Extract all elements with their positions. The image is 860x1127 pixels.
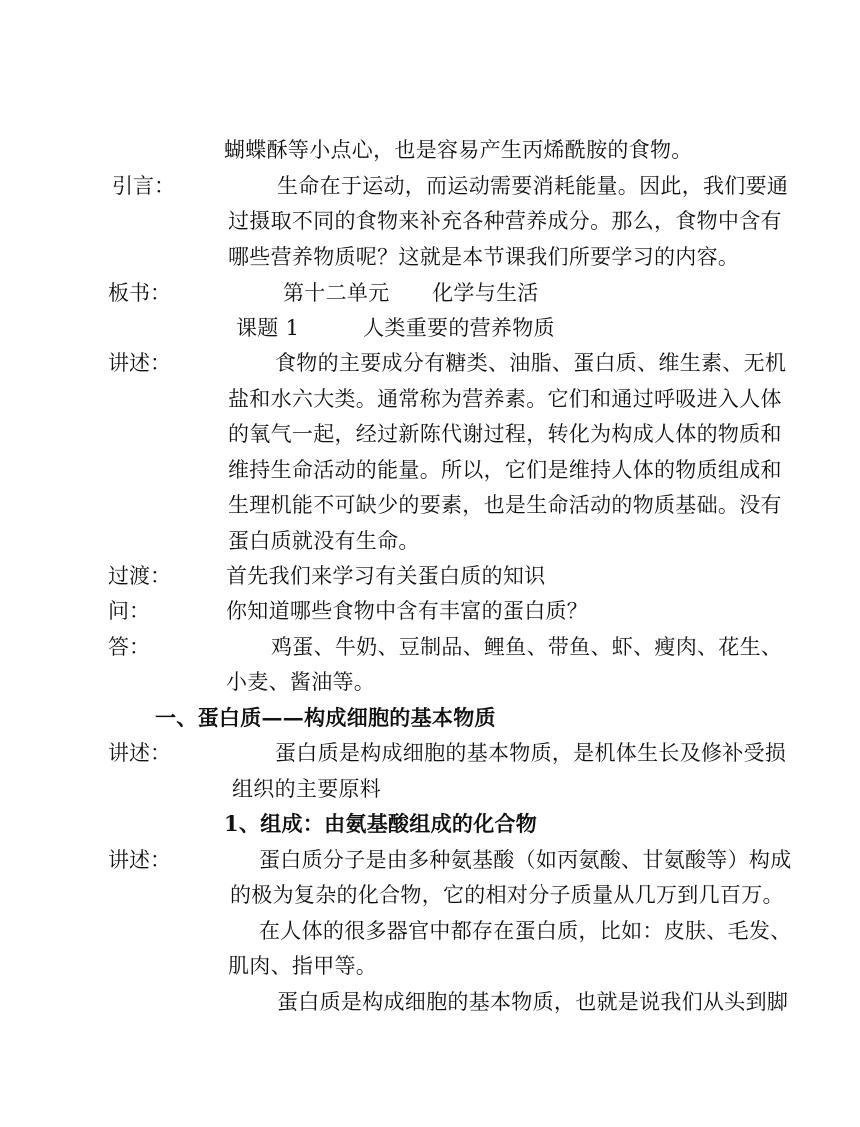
label-da: 答： (108, 635, 150, 659)
text-line: 的氧气一起，经过新陈代谢过程，转化为构成人体的物质和 (228, 422, 782, 446)
text-line: 食物的主要成分有糖类、油脂、蛋白质、维生素、无机 (275, 351, 787, 375)
text-line: 小麦、酱油等。 (226, 670, 376, 694)
text-line: 肌肉、指甲等。 (228, 954, 378, 978)
text-line: 蛋白质分子是由多种氨基酸（如丙氨酸、甘氨酸等）构成 (259, 848, 792, 872)
text-line: 在人体的很多器官中都存在蛋白质，比如：皮肤、毛发、 (259, 919, 792, 943)
text-line: 鸡蛋、牛奶、豆制品、鲤鱼、带鱼、虾、瘦肉、花生、 (271, 635, 783, 659)
text-line: 哪些营养物质呢？这就是本节课我们所要学习的内容。 (228, 245, 740, 269)
label-banshu: 板书： (108, 281, 171, 305)
label-wen: 问： (108, 599, 150, 623)
lesson-heading: 课题 1 人类重要的营养物质 (236, 316, 555, 340)
text-line: 组织的主要原料 (232, 777, 382, 801)
text-line: 蛋白质就没有生命。 (228, 529, 420, 553)
text-line: 盐和水六大类。通常称为营养素。它们和通过呼吸进入人体 (228, 387, 782, 411)
text-line: 生理机能不可缺少的要素，也是生命活动的物质基础。没有 (228, 493, 782, 517)
label-guodu: 过渡： (108, 564, 171, 588)
text-line: 过摄取不同的食物来补充各种营养成分。那么，食物中含有 (228, 209, 782, 233)
label-jiangshu: 讲述： (108, 848, 171, 872)
text-line: 生命在于运动，而运动需要消耗能量。因此，我们要通 (277, 174, 789, 198)
text-line: 你知道哪些食物中含有丰富的蛋白质？ (226, 599, 589, 623)
unit-heading: 第十二单元 化学与生活 (283, 281, 539, 305)
text-line: 蛋白质是构成细胞的基本物质，是机体生长及修补受损 (275, 741, 787, 765)
label-yinyan: 引言： (112, 174, 175, 198)
text-line: 首先我们来学习有关蛋白质的知识 (226, 564, 546, 588)
label-jiangshu: 讲述： (108, 741, 171, 765)
text-line: 的极为复杂的化合物，它的相对分子质量从几万到几百万。 (230, 883, 784, 907)
text-line: 维持生命活动的能量。所以，它们是维持人体的物质组成和 (228, 458, 782, 482)
section-heading: 一、蛋白质——构成细胞的基本物质 (155, 705, 496, 730)
text-line: 蝴蝶酥等小点心，也是容易产生丙烯酰胺的食物。 (224, 138, 693, 162)
text-line: 蛋白质是构成细胞的基本物质，也就是说我们从头到脚 (277, 990, 789, 1014)
subsection-heading: 1、组成：由氨基酸组成的化合物 (224, 811, 538, 836)
label-jiangshu: 讲述： (108, 351, 171, 375)
